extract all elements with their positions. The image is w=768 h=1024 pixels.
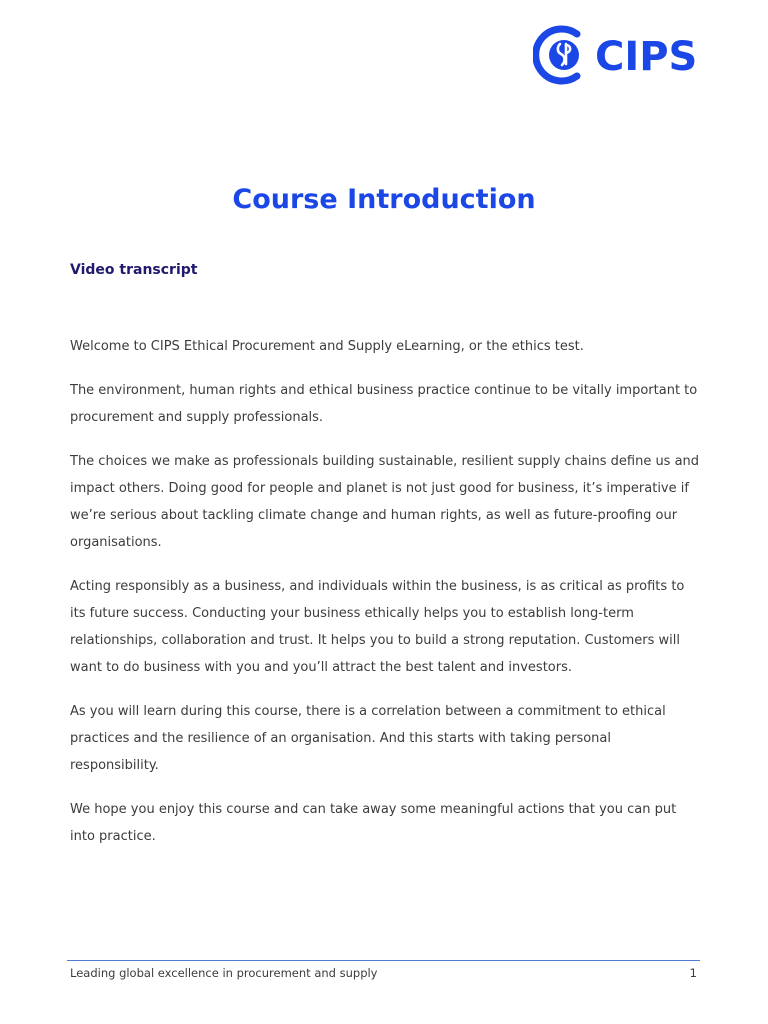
paragraph: The environment, human rights and ethical business practice continue to be vitally important to procurement and supply professionals. (70, 383, 698, 425)
paragraph: Welcome to CIPS Ethical Procurement and Supply eLearning, or the ethics test. (70, 339, 584, 354)
cips-logo-mark-icon (533, 24, 703, 86)
page-title: Course Introduction (232, 184, 536, 215)
paragraph: The choices we make as professionals building sustainable, resilient supply chains define us and impact others. Doing good for people and planet is not just good for business, it’s imperative if we’re serious about tackling climate change and human rights, as well as future-proofing our organisations. (70, 454, 700, 550)
footer-tagline: Leading global excellence in procurement and supply (70, 966, 378, 980)
paragraph: As you will learn during this course, there is a correlation between a commitment to ethical practices and the resilience of an organisation. And this starts with taking personal responsibility. (70, 704, 666, 773)
paragraph: We hope you enjoy this course and can take away some meaningful actions that you can put into practice. (70, 802, 677, 844)
page-number: 1 (689, 966, 697, 980)
transcript-body (70, 333, 702, 867)
section-subtitle: Video transcript (70, 262, 198, 278)
paragraph: Acting responsibly as a business, and individuals within the business, is as critical as profits to its future success. Conducting your business ethically helps you to establish long-term relationships, collaboration and trust. It helps you to build a strong reputation. Customers will want to do business with you and you’ll attract the best talent and investors. (70, 579, 685, 675)
footer-divider (67, 960, 700, 961)
cips-logo (533, 24, 703, 86)
logo-wordmark: CIPS (595, 34, 698, 80)
